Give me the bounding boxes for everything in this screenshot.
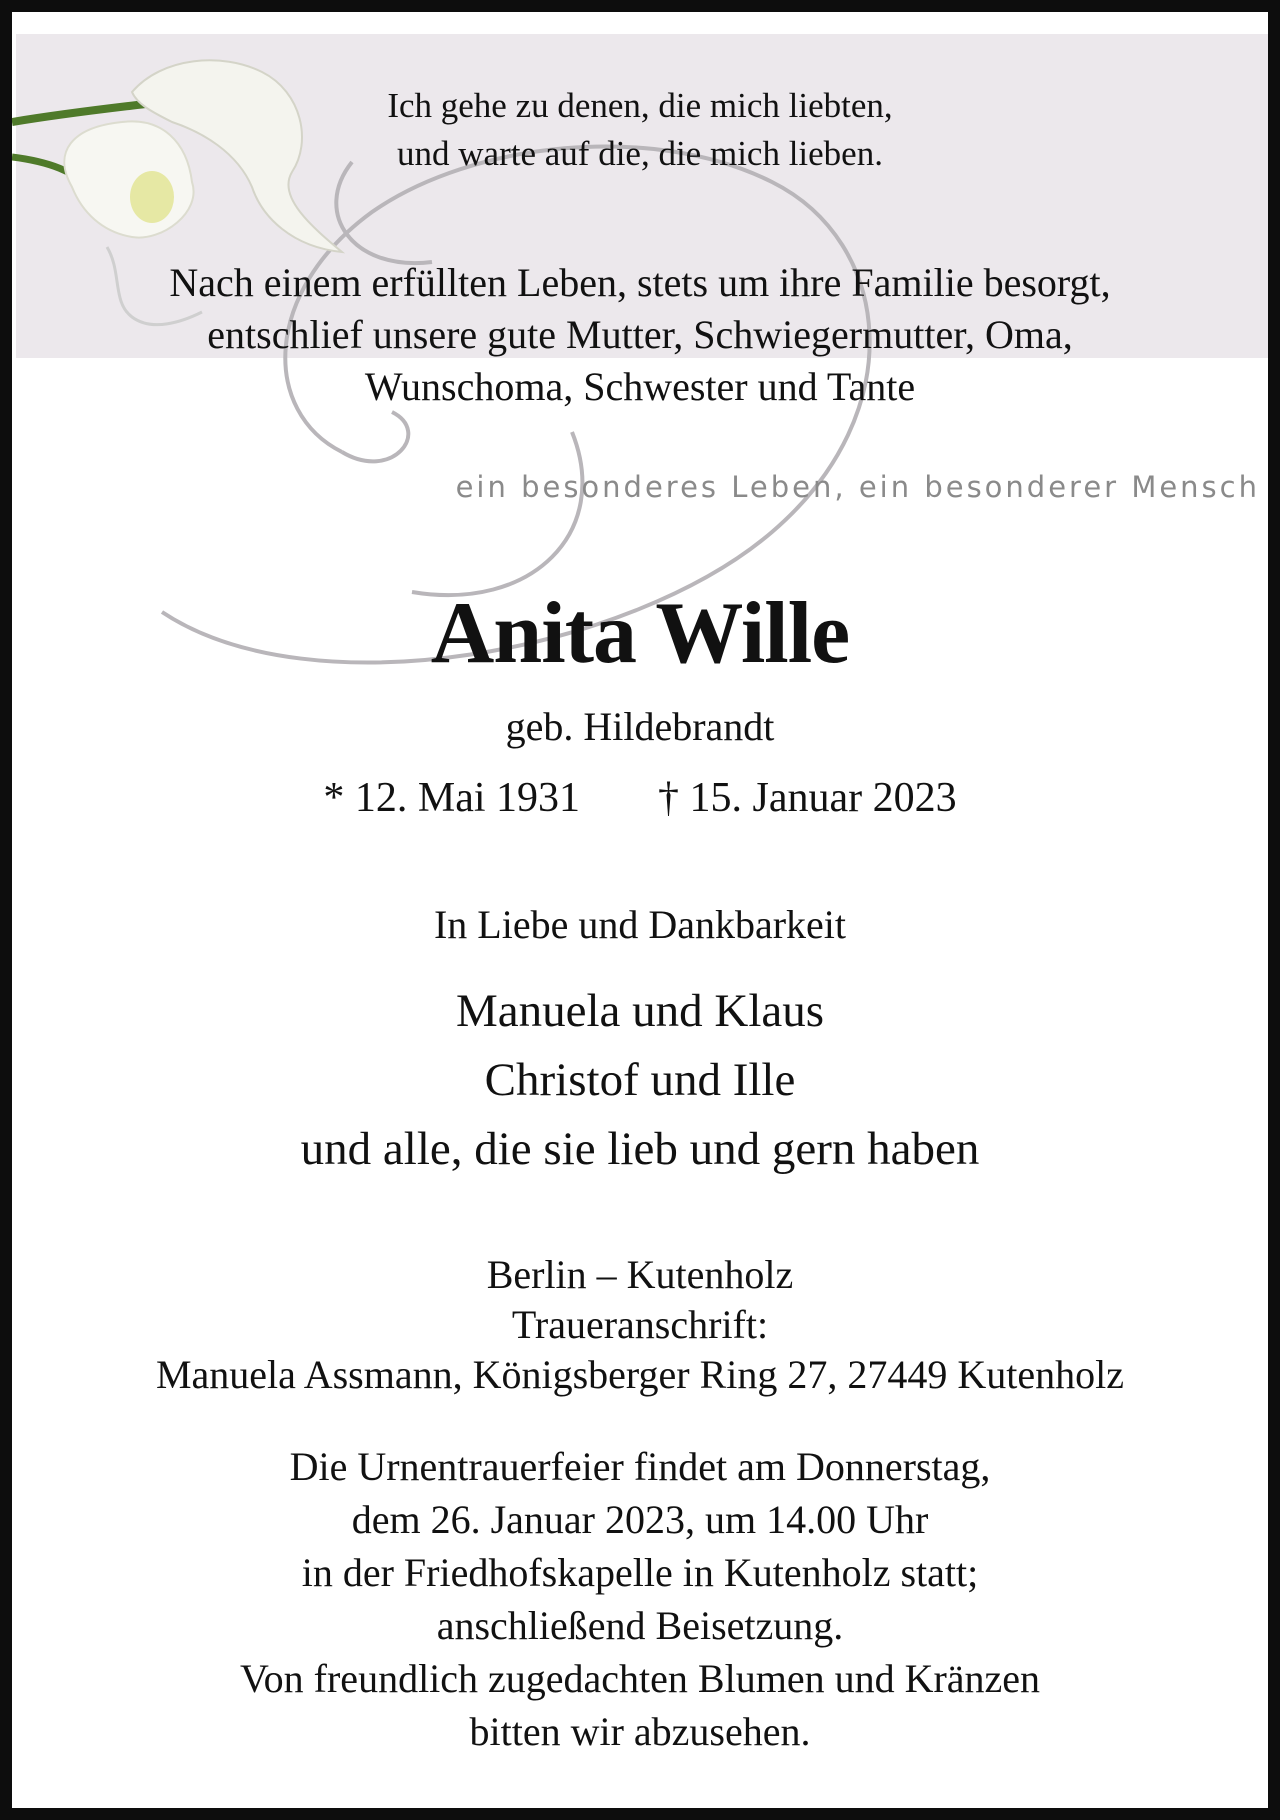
intro-text bbox=[12, 257, 1268, 413]
deceased-name: Anita Wille bbox=[430, 585, 850, 682]
mourner-line: Manuela und Klaus bbox=[455, 985, 825, 1037]
intro-line: Wunschoma, Schwester und Tante bbox=[364, 364, 916, 409]
mourner-line: Christof und Ille bbox=[484, 1054, 796, 1106]
address-line: Traueranschrift: bbox=[511, 1302, 769, 1347]
ceremony-line: bitten wir abzusehen. bbox=[469, 1709, 811, 1754]
intro-line: entschlief unsere gute Mutter, Schwiegermutter, Oma, bbox=[207, 312, 1073, 357]
birth-name: geb. Hildebrandt bbox=[505, 704, 775, 749]
ceremony-line: Von freundlich zugedachten Blumen und Kränzen bbox=[239, 1656, 1041, 1701]
ceremony-line: in der Friedhofskapelle in Kutenholz statt; bbox=[301, 1550, 979, 1595]
dedication: In Liebe und Dankbarkeit bbox=[433, 902, 847, 947]
intro-line: Nach einem erfüllten Leben, stets um ihre Familie besorgt, bbox=[169, 260, 1111, 305]
address-line: Manuela Assmann, Königsberger Ring 27, 27449 Kutenholz bbox=[155, 1352, 1125, 1397]
slogan: ein besonderes Leben, ein besonderer Mensch bbox=[455, 470, 1260, 504]
mourners bbox=[12, 977, 1268, 1184]
ceremony-line: dem 26. Januar 2023, um 14.00 Uhr bbox=[351, 1497, 929, 1542]
birth-date: * 12. Mai 1931 bbox=[323, 775, 581, 821]
life-dates bbox=[12, 772, 1268, 824]
mourning-address bbox=[12, 1250, 1268, 1400]
motto-line: Ich gehe zu denen, die mich liebten, bbox=[387, 86, 893, 125]
motto bbox=[12, 82, 1268, 178]
motto-line: und warte auf die, die mich lieben. bbox=[397, 134, 883, 173]
mourner-line: und alle, die sie lieb und gern haben bbox=[300, 1123, 980, 1175]
address-line: Berlin – Kutenholz bbox=[486, 1252, 794, 1297]
ceremony-info bbox=[12, 1440, 1268, 1758]
death-date: † 15. Januar 2023 bbox=[658, 775, 957, 821]
ceremony-line: anschließend Beisetzung. bbox=[436, 1603, 844, 1648]
ceremony-line: Die Urnentrauerfeier findet am Donnerstag, bbox=[289, 1444, 991, 1489]
